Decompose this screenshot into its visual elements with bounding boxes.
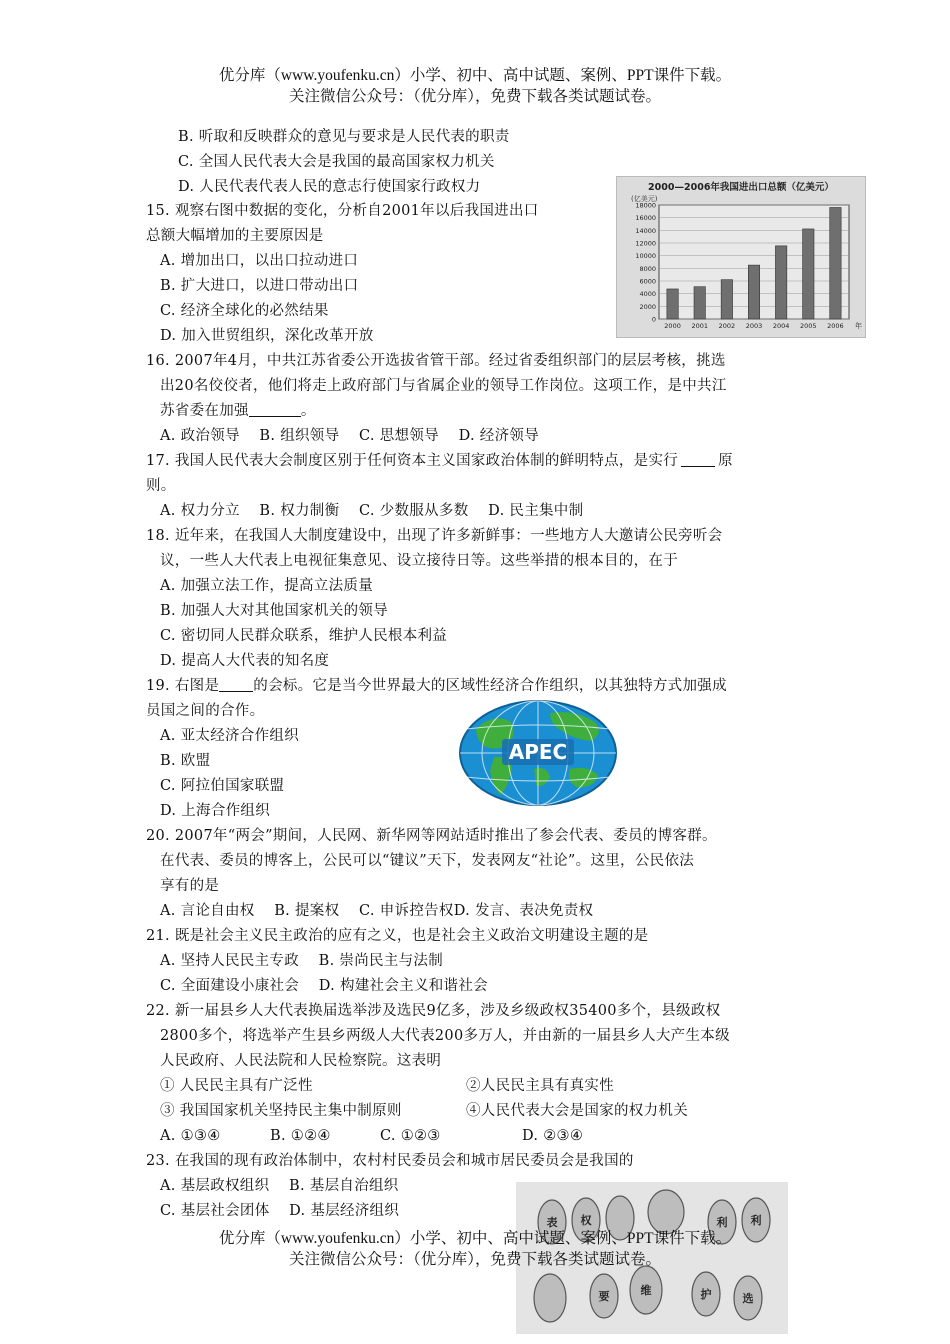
chart-y-tick-label: 18000 [635, 201, 656, 210]
chart-y-tick-label: 6000 [639, 277, 656, 286]
q19-option-b: B. 欧盟 [160, 753, 211, 769]
q23-options-row-1: A. 基层政权组织 B. 基层自治组织 [160, 1178, 399, 1194]
q21-stem: 21. 既是社会主义民主政治的应有之义，也是社会主义政治文明建设主题的是 [146, 928, 649, 944]
chart-x-tick-label: 2000 [664, 322, 681, 330]
cartoon-char-1: 表 [546, 1216, 558, 1229]
q15-stem-line-2: 总额大幅增加的主要原因是 [146, 228, 324, 244]
q19-option-a: A. 亚太经济合作组织 [160, 728, 299, 744]
q17-stem-suffix: 原 [718, 453, 733, 469]
q20-stem-line-3: 享有的是 [160, 878, 220, 894]
header-line-2: 关注微信公众号：（优分库），免费下载各类试题试卷。 [288, 88, 661, 105]
chart-x-tick-label: 2004 [772, 322, 790, 330]
q22-option-b: B. ①②④ [270, 1128, 331, 1144]
q15-option-a: A. 增加出口，以出口拉动进口 [160, 253, 359, 269]
chart-x-tick-label: 2002 [718, 322, 736, 330]
chart-bar-2004 [775, 246, 786, 319]
q16-options: A. 政治领导 B. 组织领导 C. 思想领导 D. 经济领导 [160, 428, 539, 444]
q22-option-a: A. ①③④ [160, 1128, 221, 1144]
q18-option-d: D. 提高人大代表的知名度 [160, 653, 330, 669]
q20-stem-line-2: 在代表、委员的博客上，公民可以“键议”天下，发表网友“社论”。这里，公民依法 [160, 853, 695, 869]
q22-stem-line-3: 人民政府、人民法院和人民检察院。这表明 [160, 1053, 442, 1069]
q20-options: A. 言论自由权 B. 提案权 C. 申诉控告权D. 发言、表决免责权 [160, 903, 594, 919]
chart-x-tick-label: 2001 [691, 322, 708, 330]
q22-stem-line-2: 2800多个，将选举产生县乡两级人大代表200多万人，并由新的一届县乡人大产生本级 [160, 1028, 730, 1044]
q22-statement-2: ②人民民主具有真实性 [466, 1078, 614, 1094]
trade-bar-chart-svg [617, 177, 865, 337]
chart-y-tick-label: 0 [651, 315, 656, 324]
q22-option-c: C. ①②③ [380, 1128, 441, 1144]
q16-stem-prefix: 苏省委在加强 [160, 403, 249, 419]
q21-options-row-2: C. 全面建设小康社会 D. 构建社会主义和谐社会 [160, 978, 488, 994]
q22-statement-4: ④人民代表大会是国家的权力机关 [466, 1103, 688, 1119]
q19-stem-line-1 [146, 676, 727, 696]
q15-option-c: C. 经济全球化的必然结果 [160, 303, 329, 319]
chart-bar-2005 [803, 229, 814, 319]
q23-stem: 23. 在我国的现有政治体制中，农村村民委员会和城市居民委员会是我国的 [146, 1153, 634, 1169]
cartoon-char-8: 选 [742, 1292, 754, 1305]
chart-bar-2001 [694, 287, 705, 319]
q14-option-b: B. 听取和反映群众的意见与要求是人民代表的职责 [178, 129, 510, 145]
q16-stem-line-2: 出20名佼佼者，他们将走上政府部门与省属企业的领导工作岗位。这项工作，是中共江 [160, 378, 727, 394]
apec-logo-text: APEC [508, 740, 568, 764]
q17-answer-blank [681, 452, 715, 467]
chart-y-tick-label: 2000 [639, 302, 656, 311]
q18-option-b: B. 加强人大对其他国家机关的领导 [160, 603, 388, 619]
q15-option-b: B. 扩大进口，以进口带动出口 [160, 278, 359, 294]
chart-ylabel: (亿美元) [631, 195, 658, 203]
chart-y-tick-label: 10000 [635, 252, 656, 261]
q14-option-d: D. 人民代表代表人民的意志行使国家行政权力 [178, 179, 481, 195]
q19-stem-suffix: 的会标。它是当今世界最大的区域性经济合作组织，以其独特方式加强成 [253, 678, 727, 694]
cartoon-char-6: 维 [640, 1284, 652, 1297]
q17-options: A. 权力分立 B. 权力制衡 C. 少数服从多数 D. 民主集中制 [160, 503, 584, 519]
q19-stem-prefix: 19. 右图是 [146, 678, 220, 694]
apec-globe-image [458, 699, 618, 807]
q19-option-d: D. 上海合作组织 [160, 803, 271, 819]
cartoon-char-5: 要 [598, 1290, 610, 1303]
q15-stem-line-1: 15. 观察右图中数据的变化，分析自2001年以后我国进出口 [146, 203, 539, 219]
q22-option-d: D. ②③④ [522, 1128, 584, 1144]
chart-y-tick-label: 12000 [635, 239, 656, 248]
q14-option-c: C. 全国人民代表大会是我国的最高国家权力机关 [178, 154, 495, 170]
q18-option-c: C. 密切同人民群众联系，维护人民根本利益 [160, 628, 448, 644]
q16-stem-line-3 [160, 401, 316, 421]
apec-logo [458, 699, 618, 807]
chart-x-suffix: 年 [855, 322, 862, 330]
q19-option-c: C. 阿拉伯国家联盟 [160, 778, 285, 794]
q16-stem-suffix: 。 [300, 403, 316, 419]
q22-statement-1: ① 人民民主具有广泛性 [160, 1078, 313, 1094]
footer-line-2: 关注微信公众号：（优分库），免费下载各类试题试卷。 [288, 1251, 661, 1268]
chart-x-tick-label: 2005 [800, 322, 817, 330]
q16-stem-line-1: 16. 2007年4月，中共江苏省委公开选拔省管干部。经过省委组织部门的层层考核，挑选 [146, 353, 726, 369]
q15-option-d: D. 加入世贸组织，深化改革开放 [160, 328, 374, 344]
chart-y-tick-label: 16000 [635, 214, 656, 223]
cartoon-char-7: 护 [700, 1288, 712, 1301]
chart-bar-2003 [748, 265, 759, 319]
q17-stem-line-2: 则。 [146, 478, 176, 494]
q17-stem-prefix: 17. 我国人民代表大会制度区别于任何资本主义国家政治体制的鲜明特点，是实行 [146, 453, 679, 469]
q18-stem-line-2: 议，一些人大代表上电视征集意见、设立接待日等。这些举措的根本目的，在于 [160, 553, 678, 569]
trade-bar-chart [616, 176, 866, 338]
header-line-1: 优分库（www.youfenku.cn）小学、初中、高中试题、案例、PPT课件下载。 [218, 67, 732, 84]
q19-answer-blank [219, 677, 253, 692]
q18-stem-line-1: 18. 近年来，在我国人大制度建设中，出现了许多新鲜事：一些地方人大邀请公民旁听会 [146, 528, 723, 544]
cartoon-char-3: 利 [716, 1216, 728, 1229]
chart-y-tick-label: 14000 [635, 226, 656, 235]
q23-options-row-2: C. 基层社会团体 D. 基层经济组织 [160, 1203, 400, 1219]
chart-bar-2002 [721, 280, 732, 319]
footer-line-1: 优分库（www.youfenku.cn）小学、初中、高中试题、案例、PPT课件下载。 [218, 1230, 732, 1247]
chart-title: 2000—2006年我国进出口总额（亿美元） [648, 182, 834, 193]
q17-stem-line-1 [146, 451, 733, 471]
chart-bar-2000 [667, 289, 678, 319]
chart-bar-2006 [830, 207, 841, 319]
cartoon-char-2: 权 [580, 1214, 592, 1227]
chart-x-tick-label: 2006 [827, 322, 844, 330]
q20-stem-line-1: 20. 2007年“两会”期间，人民网、新华网等网站适时推出了参会代表、委员的博客群。 [146, 828, 717, 844]
q22-stem-line-1: 22. 新一届县乡人大代表换届选举涉及选民9亿多，涉及乡级政权35400多个，县级政权 [146, 1003, 721, 1019]
chart-y-tick-label: 4000 [639, 290, 656, 299]
q21-options-row-1: A. 坚持人民民主专政 B. 崇尚民主与法制 [160, 953, 443, 969]
q22-statement-3: ③ 我国国家机关坚持民主集中制原则 [160, 1103, 402, 1119]
q16-answer-blank [249, 402, 301, 417]
q18-option-a: A. 加强立法工作，提高立法质量 [160, 578, 373, 594]
chart-x-tick-label: 2003 [745, 322, 763, 330]
chart-y-tick-label: 8000 [639, 264, 656, 273]
cartoon-char-4: 利 [750, 1214, 762, 1227]
q19-stem-line-2: 员国之间的合作。 [146, 703, 265, 719]
